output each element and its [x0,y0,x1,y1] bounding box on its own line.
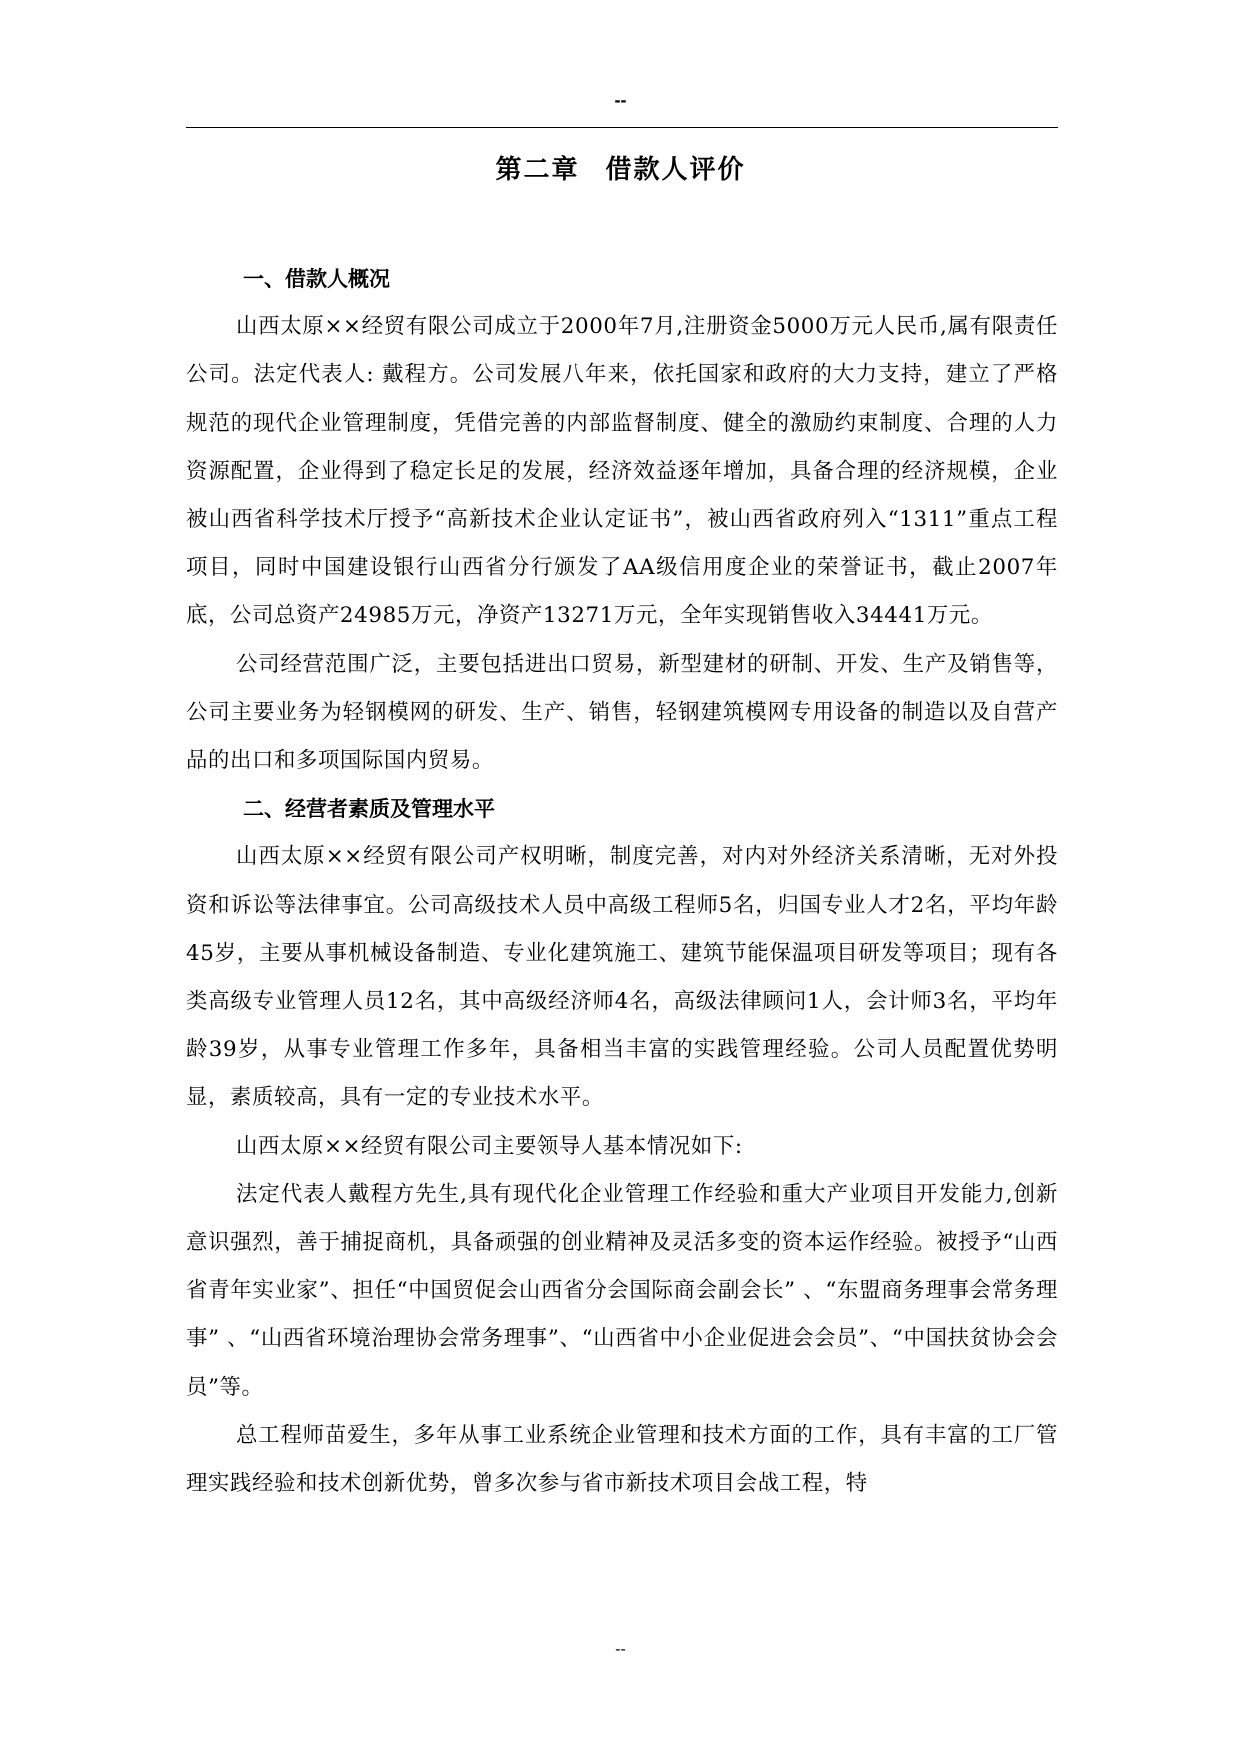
paragraph: 法定代表人戴程方先生,具有现代化企业管理工作经验和重大产业项目开发能力,创新意识强烈，善于捕捉商机，具备顽强的创业精神及灵活多变的资本运作经验。被授予“山西省青年实业家”、担任“中国贸促会山西省分会国际商会副会长” 、“东盟商务理事会常务理事” 、“山西省环境治理协会常务理事”、“山西省中小企业促进会会员”、“中国扶贫协会会员”等。 [186,1181,1058,1400]
header-divider [186,127,1058,128]
chapter-name: 借款人评价 [605,155,746,185]
section-borrower-overview [186,255,1058,785]
chapter-title [0,150,1241,190]
document-body [186,255,1058,1508]
paragraph: 公司经营范围广泛，主要包括进出口贸易，新型建材的研制、开发、生产及销售等，公司主要业务为轻钢模网的研发、生产、销售，轻钢建筑模网专用设备的制造以及自营产品的出口和多项国际国内贸易。 [186,651,1058,774]
page-header-mark: -- [614,90,627,110]
chapter-number: 第二章 [495,155,580,185]
section-heading: 二、经营者素质及管理水平 [243,797,495,822]
paragraph: 总工程师苗爱生，多年从事工业系统企业管理和技术方面的工作，具有丰富的工厂管理实践经验和技术创新优势，曾多次参与省市新技术项目会战工程，特 [186,1422,1058,1497]
paragraph: 山西太原××经贸有限公司产权明晰，制度完善，对内对外经济关系清晰，无对外投资和诉讼等法律事宜。公司高级技术人员中高级工程师5名，归国专业人才2名，平均年龄45岁，主要从事机械设备制造、专业化建筑施工、建筑节能保温项目研发等项目；现有各类高级专业管理人员12名，其中高级经济师4名，高级法律顾问1人，会计师3名，平均年龄39岁，从事专业管理工作多年，具备相当丰富的实践管理经验。公司人员配置优势明显，素质较高，具有一定的专业技术水平。 [186,844,1058,1111]
paragraph: 山西太原××经贸有限公司主要领导人基本情况如下: [236,1133,743,1159]
paragraph: 山西太原××经贸有限公司成立于2000年7月,注册资金5000万元人民币,属有限责任公司。法定代表人: 戴程方。公司发展八年来，依托国家和政府的大力支持，建立了严格规范的现代企业管理制度，凭借完善的内部监督制度、健全的激励约束制度、合理的人力资源配置，企业得到了稳定长足的发展，经济效益逐年增加，具备合理的经济规模，企业被山西省科学技术厅授予“高新技术企业认定证书”，被山西省政府列入“1311”重点工程项目，同时中国建设银行山西省分行颁发了AA级信用度企业的荣誉证书，截止2007年底，公司总资产24985万元，净资产13271万元，全年实现销售收入34441万元。 [186,314,1058,629]
section-heading: 一、借款人概况 [243,267,390,291]
page-footer-mark: -- [615,1641,626,1658]
section-management-quality [186,785,1058,1508]
